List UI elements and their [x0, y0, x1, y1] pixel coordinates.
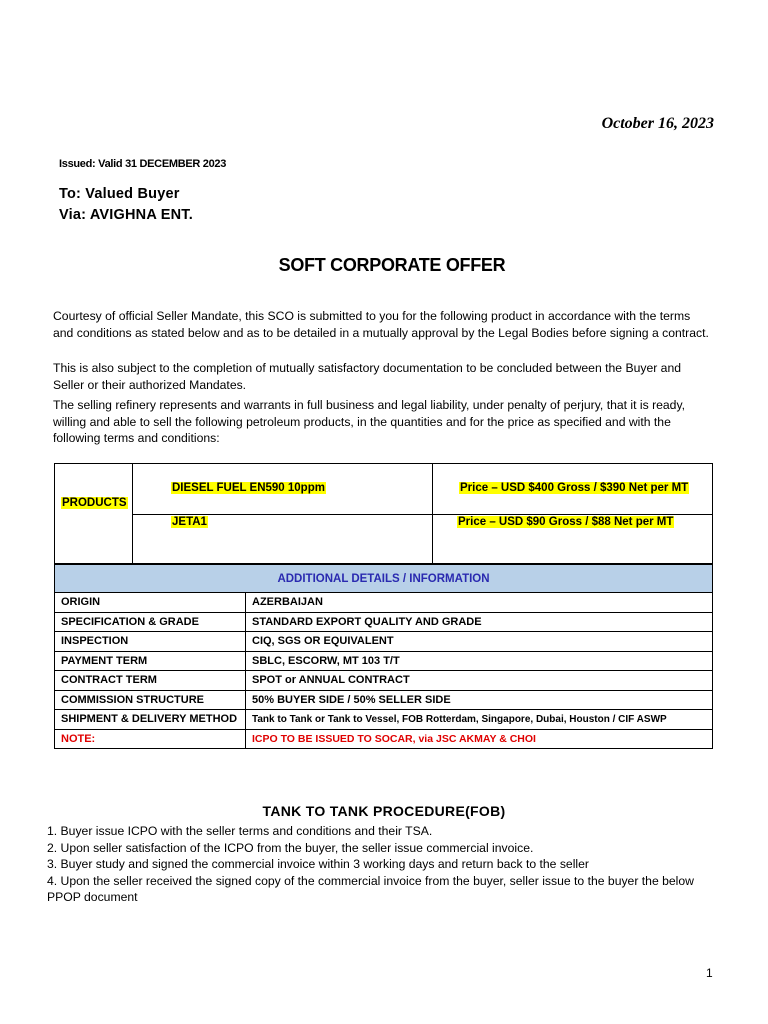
product-price: Price – USD $400 Gross / $390 Net per MT [460, 482, 689, 494]
page-number: 1 [706, 966, 713, 980]
detail-value: SBLC, ESCORW, MT 103 T/T [246, 651, 713, 671]
detail-label: SPECIFICATION & GRADE [55, 612, 246, 632]
note-label: NOTE: [55, 729, 246, 749]
document-title: SOFT CORPORATE OFFER [278, 255, 506, 275]
details-header: ADDITIONAL DETAILS / INFORMATION [55, 565, 713, 593]
detail-value: STANDARD EXPORT QUALITY AND GRADE [246, 612, 713, 632]
intro-paragraph-3: The selling refinery represents and warrants in full business and legal liability, under penalty of perjury, that it is ready, willing and able to sell the following petroleum products, in the quantities and for the price as specified and with the following terms and conditions: [53, 398, 686, 445]
products-label: PRODUCTS [62, 497, 127, 509]
procedure-title: TANK TO TANK PROCEDURE(FOB) [262, 803, 506, 819]
recipient-line: To: Valued Buyer [59, 186, 180, 202]
table-row [55, 612, 713, 632]
products-row-divider [132, 514, 712, 515]
detail-label: PAYMENT TERM [55, 651, 246, 671]
procedure-step: 3. Buyer study and signed the commercial invoice within 3 working days and return back to the seller [47, 857, 589, 871]
procedure-step: 4. Upon the seller received the signed copy of the commercial invoice from the buyer, seller issue to the buyer the below PPOP document [47, 873, 694, 904]
detail-value: Tank to Tank or Tank to Vessel, FOB Rotterdam, Singapore, Dubai, Houston / CIF ASWP [246, 710, 713, 730]
table-row [55, 690, 713, 710]
table-row [55, 729, 713, 749]
detail-label: SHIPMENT & DELIVERY METHOD [55, 710, 246, 730]
product-name: JETA1 [172, 516, 207, 528]
products-table [54, 463, 713, 564]
procedure-step: 2. Upon seller satisfaction of the ICPO from the buyer, the seller issue commercial invoice. [47, 840, 534, 855]
via-line: Via: AVIGHNA ENT. [59, 207, 193, 223]
issued-validity: Issued: Valid 31 DECEMBER 2023 [59, 158, 227, 170]
detail-label: CONTRACT TERM [55, 671, 246, 691]
detail-value: 50% BUYER SIDE / 50% SELLER SIDE [246, 690, 713, 710]
detail-value: CIQ, SGS OR EQUIVALENT [246, 632, 713, 652]
detail-label: ORIGIN [55, 593, 246, 613]
table-row [55, 710, 713, 730]
details-table [54, 564, 713, 749]
procedure-steps [47, 823, 717, 906]
document-date: October 16, 2023 [601, 115, 714, 132]
details-header-row [55, 565, 713, 593]
table-row [55, 651, 713, 671]
detail-label: INSPECTION [55, 632, 246, 652]
product-price: Price – USD $90 Gross / $88 Net per MT [458, 516, 674, 528]
note-value: ICPO TO BE ISSUED TO SOCAR, via JSC AKMAY & CHOI [246, 729, 713, 749]
detail-value: SPOT or ANNUAL CONTRACT [246, 671, 713, 691]
table-row [55, 671, 713, 691]
table-row [55, 593, 713, 613]
intro-paragraph-2: This is also subject to the completion of mutually satisfactory documentation to be concluded between the Buyer and Seller or their authorized Mandates. [53, 361, 682, 392]
detail-value: AZERBAIJAN [246, 593, 713, 613]
detail-label: COMMISSION STRUCTURE [55, 690, 246, 710]
intro-paragraph-1: Courtesy of official Seller Mandate, this SCO is submitted to you for the following product in accordance with the terms and conditions as stated below and as to be detailed in a mutually approval by the Legal Bodies before signing a contract. [53, 309, 709, 340]
table-row [55, 632, 713, 652]
product-name: DIESEL FUEL EN590 10ppm [172, 482, 325, 494]
products-label-cell [55, 464, 133, 563]
procedure-step: 1. Buyer issue ICPO with the seller terms and conditions and their TSA. [47, 824, 433, 838]
